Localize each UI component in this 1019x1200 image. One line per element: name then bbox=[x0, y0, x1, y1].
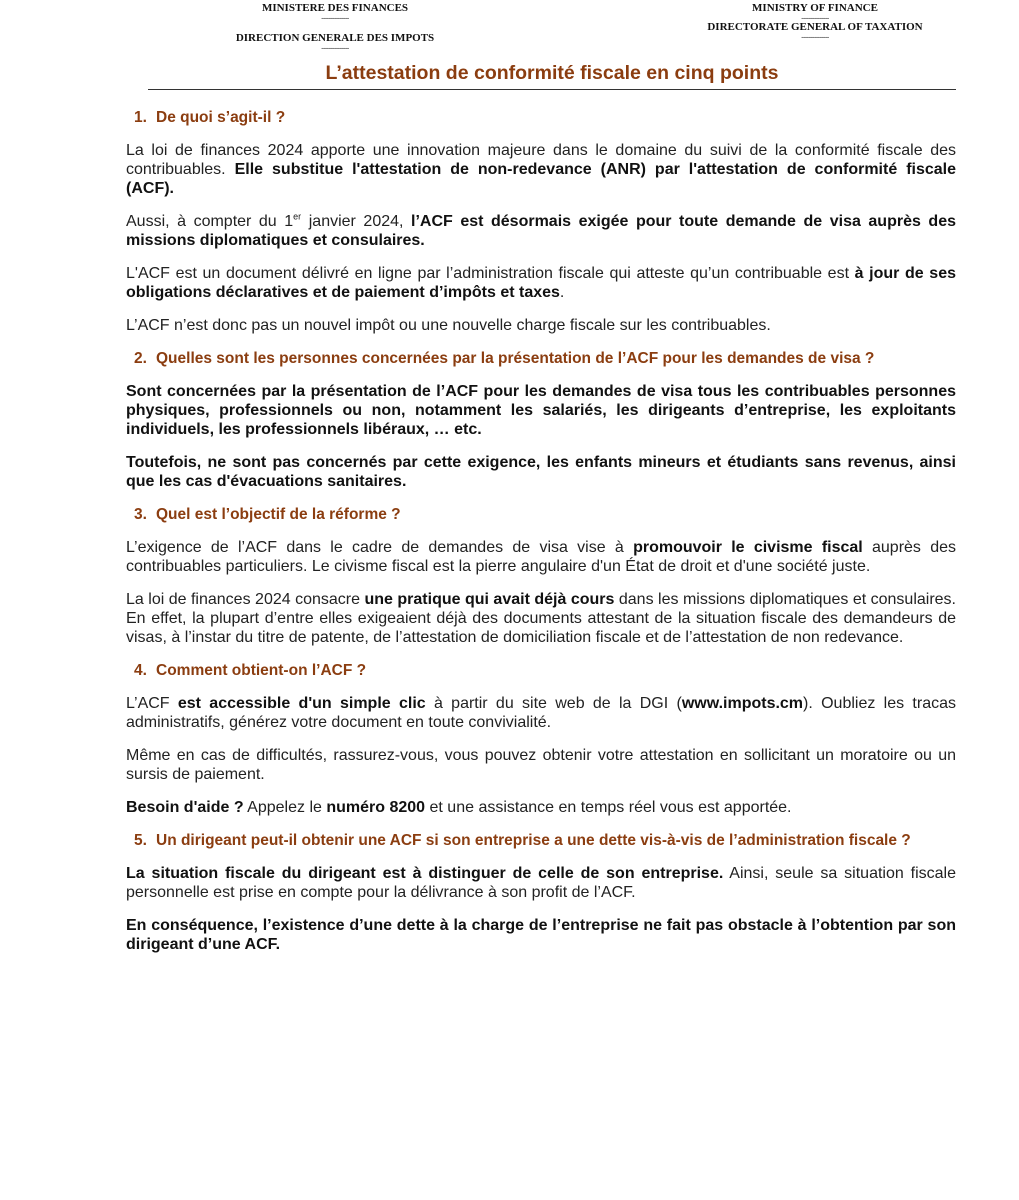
direction-en: DIRECTORATE GENERAL OF TAXATION bbox=[707, 21, 923, 33]
section-4-heading bbox=[134, 661, 956, 680]
header-separator: --------------- bbox=[801, 14, 829, 22]
section-number: 5. bbox=[134, 832, 147, 849]
section-title: Quelles sont les personnes concernées par la présentation de l’ACF pour les demandes de visa ? bbox=[156, 350, 875, 367]
section-3-heading bbox=[134, 505, 956, 524]
section-1-heading bbox=[134, 108, 956, 127]
header-right bbox=[690, 0, 940, 40]
section-4-paragraph-3: Besoin d'aide ? Appelez le numéro 8200 et une assistance en temps réel vous est apportée. bbox=[126, 799, 792, 816]
header-separator: --------------- bbox=[801, 33, 829, 41]
document-body bbox=[126, 108, 956, 968]
section-2-heading bbox=[134, 349, 956, 368]
header-left bbox=[200, 2, 470, 51]
section-1-paragraph-4: L’ACF n’est donc pas un nouvel impôt ou une nouvelle charge fiscale sur les contribuables. bbox=[126, 317, 771, 334]
section-2-paragraph-1: Sont concernées par la présentation de l’ACF pour les demandes de visa tous les contribuables personnes physiques, professionnels ou non, notamment les salariés, les dirigeants d’entreprise, les exploitants individuels, les professionnels libéraux, … etc. bbox=[126, 383, 956, 438]
section-4-paragraph-1: L’ACF est accessible d'un simple clic à partir du site web de la DGI (www.impots.cm). Oubliez les tracas administratifs, générez votre document en toute convivialité. bbox=[126, 695, 956, 731]
section-title: Quel est l’objectif de la réforme ? bbox=[156, 506, 401, 523]
dgi-website-link[interactable]: www.impots.cm bbox=[681, 695, 804, 712]
section-2-paragraph-2: Toutefois, ne sont pas concernés par cette exigence, les enfants mineurs et étudiants sans revenus, ainsi que les cas d'évacuations sanitaires. bbox=[126, 454, 956, 490]
section-number: 1. bbox=[134, 109, 147, 126]
section-1-paragraph-3: L'ACF est un document délivré en ligne par l’administration fiscale qui atteste qu’un contribuable est à jour de ses obligations déclaratives et de paiement d’impôts et taxes. bbox=[126, 265, 956, 301]
section-1-paragraph-2: Aussi, à compter du 1er janvier 2024, l’ACF est désormais exigée pour toute demande de visa auprès des missions diplomatiques et consulaires. bbox=[126, 211, 956, 249]
ministry-en: MINISTRY OF FINANCE bbox=[752, 2, 878, 14]
section-5-paragraph-1: La situation fiscale du dirigeant est à distinguer de celle de son entreprise. Ainsi, seule sa situation fiscale personnelle est prise en compte pour la délivrance à son profit de l’ACF. bbox=[126, 865, 957, 901]
direction-fr: DIRECTION GENERALE DES IMPOTS bbox=[235, 32, 435, 44]
section-5-heading bbox=[134, 831, 956, 850]
section-title: Comment obtient-on l’ACF ? bbox=[156, 662, 367, 679]
section-number: 4. bbox=[134, 662, 147, 679]
header-separator: --------------- bbox=[321, 44, 349, 52]
section-title: De quoi s’agit-il ? bbox=[156, 109, 286, 126]
section-number: 2. bbox=[134, 350, 147, 367]
section-4-paragraph-2: Même en cas de difficultés, rassurez-vous, vous pouvez obtenir votre attestation en sollicitant un moratoire ou un sursis de paiement. bbox=[126, 747, 956, 783]
document-title: L’attestation de conformité fiscale en cinq points bbox=[148, 62, 956, 90]
section-title: Un dirigeant peut-il obtenir une ACF si son entreprise a une dette vis-à-vis de l’administration fiscale ? bbox=[156, 832, 911, 849]
section-1-paragraph-1: La loi de finances 2024 apporte une innovation majeure dans le domaine du suivi de la conformité fiscale des contribuables. Elle substitue l'attestation de non-redevance (ANR) par l'attestation de conformité fiscale (ACF). bbox=[126, 142, 957, 197]
section-number: 3. bbox=[134, 506, 147, 523]
section-3-paragraph-1: L’exigence de l’ACF dans le cadre de demandes de visa vise à promouvoir le civisme fiscal auprès des contribuables particuliers. Le civisme fiscal est la pierre angulaire d'un État de droit et d'une société juste. bbox=[126, 539, 956, 575]
section-3-paragraph-2: La loi de finances 2024 consacre une pratique qui avait déjà cours dans les missions diplomatiques et consulaires. En effet, la plupart d’entre elles exigeaient déjà des documents attestant de la situation fiscale des demandeurs de visas, à l’instar du titre de patente, de l’attestation de domiciliation fiscale et de l’attestation de non redevance. bbox=[126, 591, 956, 646]
section-5-paragraph-2: En conséquence, l’existence d’une dette à la charge de l’entreprise ne fait pas obstacle à l’obtention par son dirigeant d’une ACF. bbox=[126, 917, 956, 953]
ministry-fr: MINISTERE DES FINANCES bbox=[261, 2, 409, 14]
header-separator: --------------- bbox=[321, 14, 349, 22]
